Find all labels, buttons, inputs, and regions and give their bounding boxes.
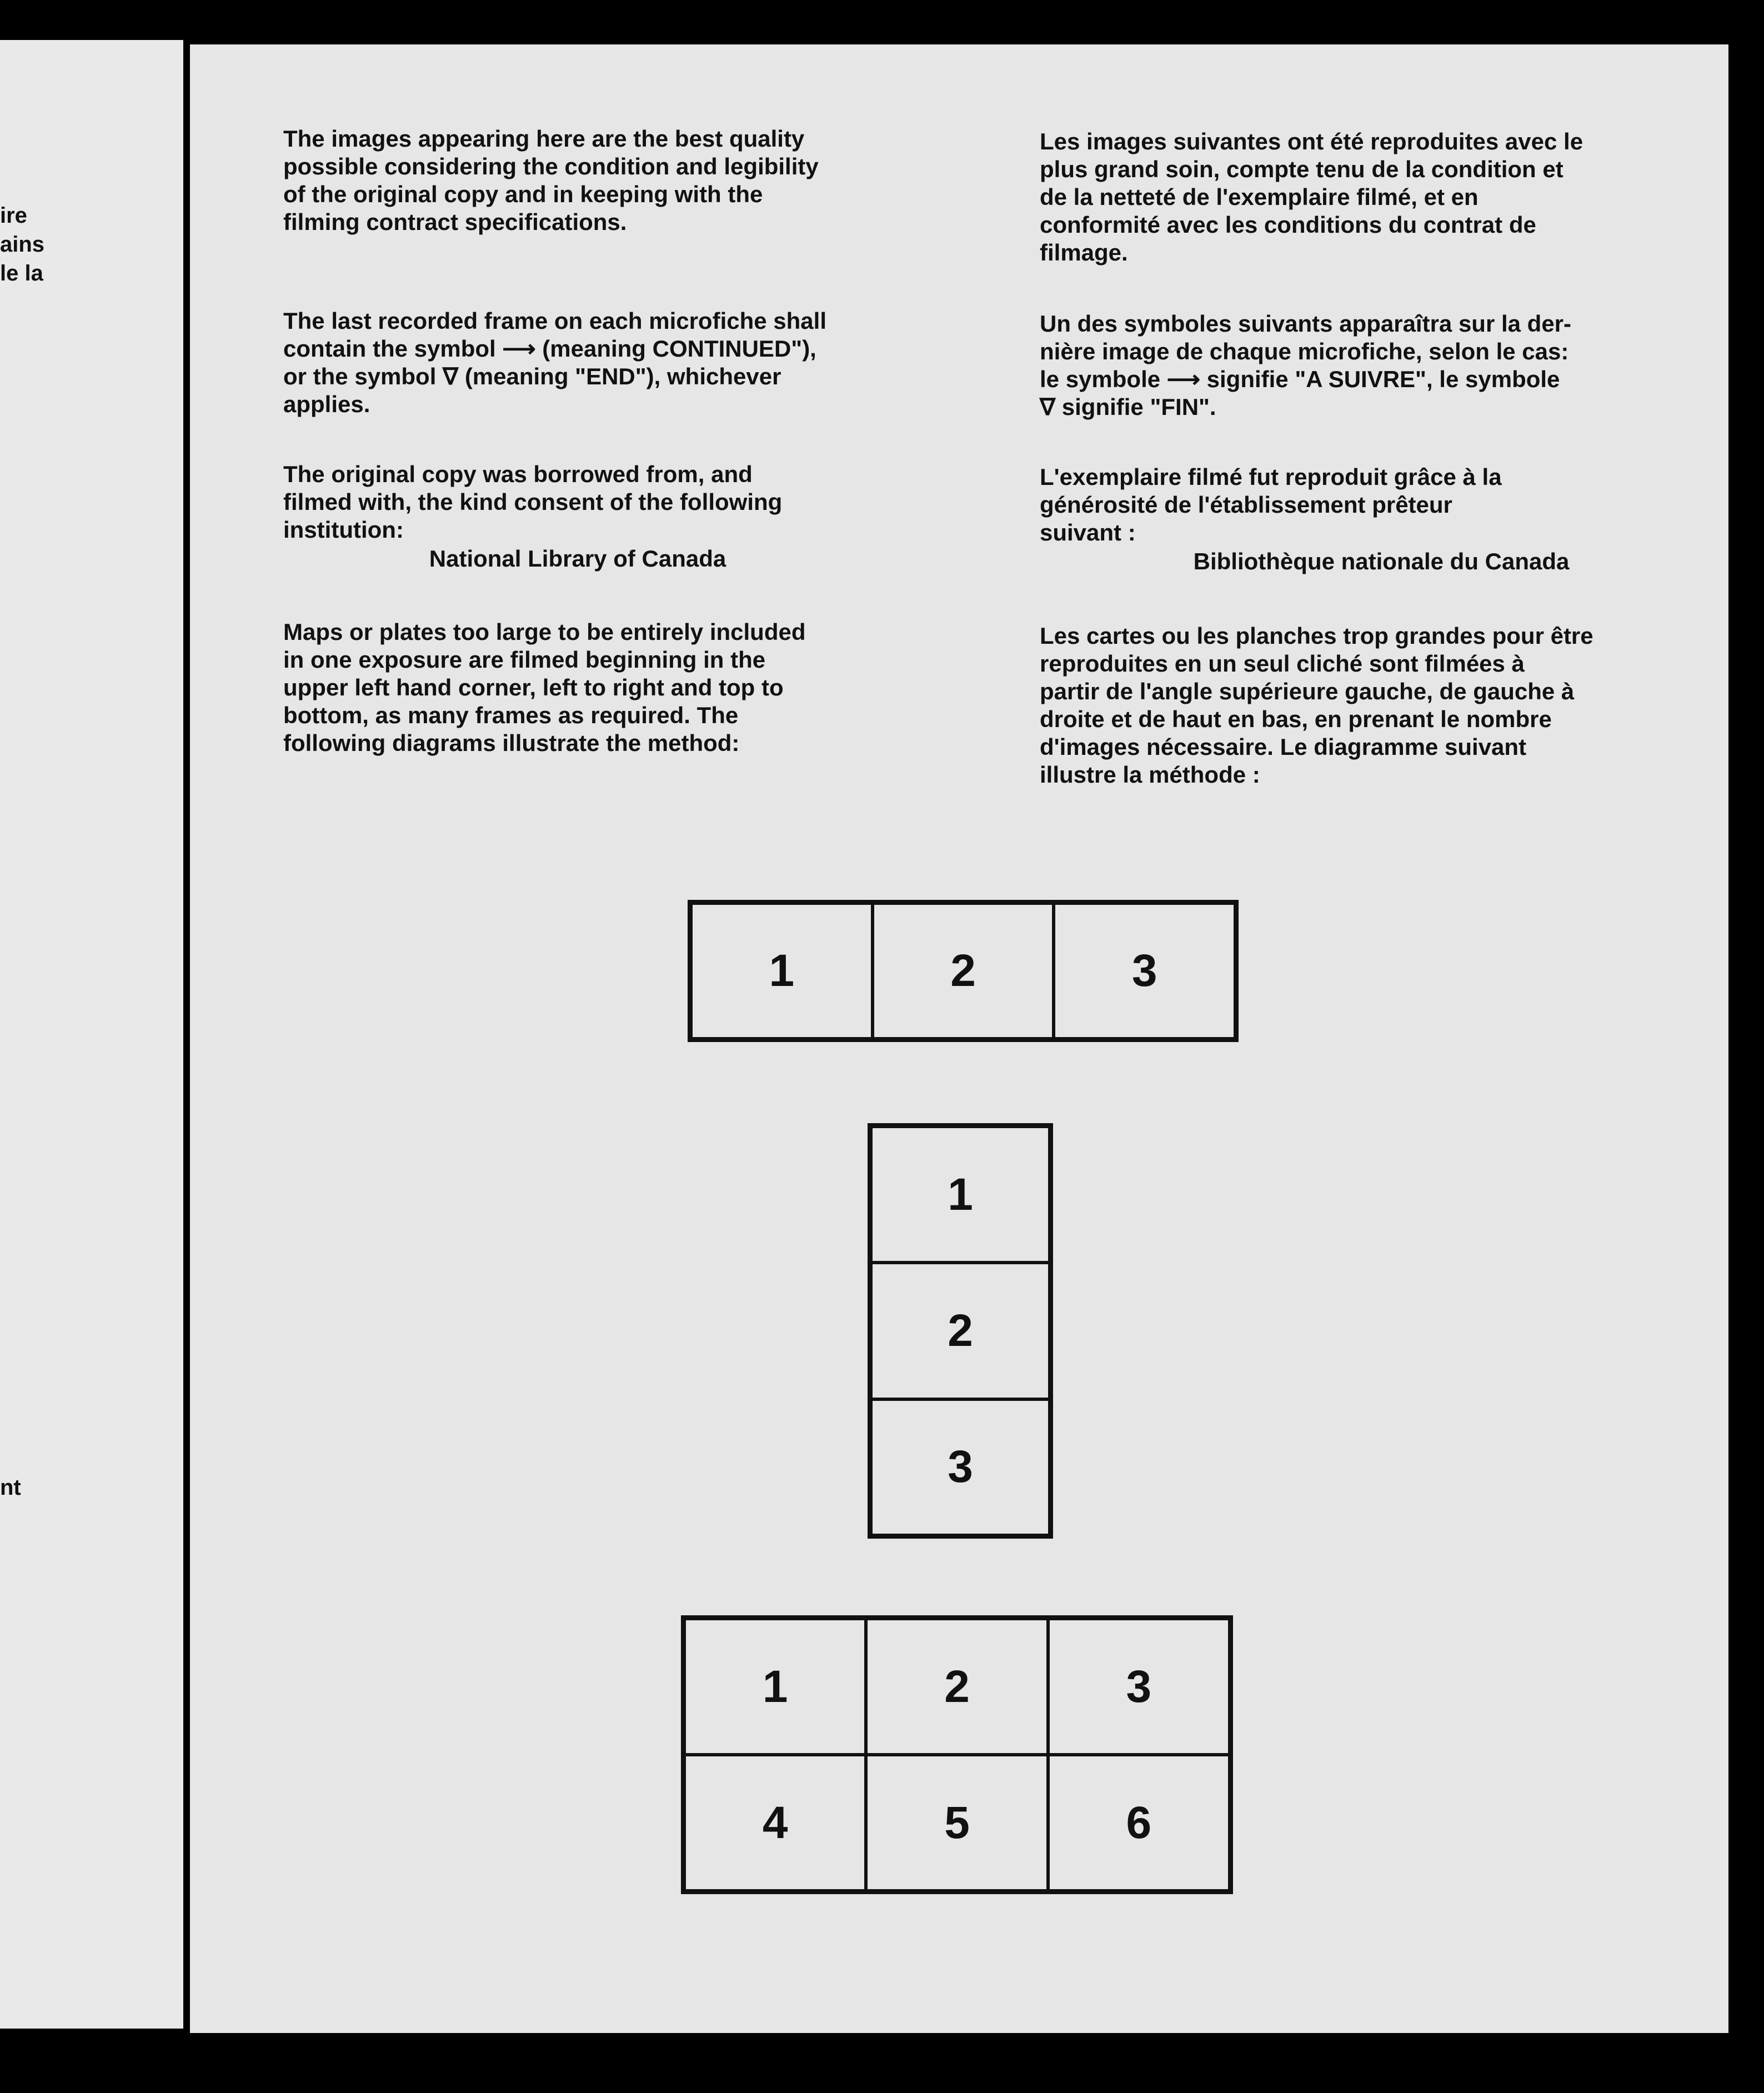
english-paragraph-maps: Maps or plates too large to be entirely included in one exposure are filmed beginning in the upper left hand corner, left to right and top to bottom, as many frames as required. The following diagrams illustrate the method: — [283, 619, 806, 756]
diagram-horizontal — [688, 900, 1239, 1042]
frame-cell: 1 — [691, 903, 873, 1039]
diagram-grid — [681, 1615, 1233, 1894]
english-paragraph-quality: The images appearing here are the best quality possible considering the condition and legibility of the original copy and in keeping with the filming contract specifications. — [283, 126, 819, 235]
frame-cell: 6 — [1048, 1755, 1230, 1891]
english-paragraph-symbols: The last recorded frame on each microfiche shall contain the symbol ⟶ (meaning CONTINUED"), or the symbol ∇ (meaning "END"), whichever applies. — [283, 308, 826, 417]
previous-page-strip — [0, 40, 183, 2029]
left-fragment: le la — [0, 261, 43, 286]
frame-cell: 3 — [871, 1399, 1050, 1535]
frame-cell: 3 — [1054, 903, 1235, 1039]
left-fragment: ire — [0, 203, 27, 228]
frame-cell: 1 — [684, 1619, 866, 1755]
left-fragment: nt — [0, 1475, 21, 1500]
french-column — [1040, 128, 1706, 789]
frame-cell: 1 — [871, 1126, 1050, 1263]
frame-cell: 2 — [871, 1263, 1050, 1399]
frame-cell: 5 — [866, 1755, 1048, 1891]
target-page — [190, 44, 1728, 2033]
frame-cell: 2 — [873, 903, 1054, 1039]
diagram-vertical — [868, 1123, 1053, 1539]
frame-cell: 4 — [684, 1755, 866, 1891]
french-institution-name: Bibliothèque nationale du Canada — [1193, 548, 1570, 574]
left-fragment: ains — [0, 232, 45, 257]
french-paragraph-symbols: Un des symboles suivants apparaîtra sur la der- nière image de chaque microfiche, selon le cas: le symbole ⟶ signifie "A SUIVRE", le symbole ∇ signifie "FIN". — [1040, 311, 1572, 420]
english-institution-name: National Library of Canada — [429, 545, 726, 572]
french-paragraph-institution: L'exemplaire filmé fut reproduit grâce à la générosité de l'établissement prêteur suivant : — [1040, 464, 1502, 545]
frame-cell: 2 — [866, 1619, 1048, 1755]
frame-cell: 3 — [1048, 1619, 1230, 1755]
french-paragraph-maps: Les cartes ou les planches trop grandes pour être reproduites en un seul cliché sont filmées à partir de l'angle supérieure gauche, de gauche à droite et de haut en bas, en prenant le nombre d'images nécessaire. Le diagramme suivant illustre la méthode : — [1040, 623, 1593, 788]
english-paragraph-institution: The original copy was borrowed from, and filmed with, the kind consent of the following institution: — [283, 461, 783, 543]
english-column — [283, 125, 939, 757]
french-paragraph-quality: Les images suivantes ont été reproduites avec le plus grand soin, compte tenu de la condition et de la netteté de l'exemplaire filmé, et en conformité avec les conditions du contrat de filmage. — [1040, 128, 1583, 266]
